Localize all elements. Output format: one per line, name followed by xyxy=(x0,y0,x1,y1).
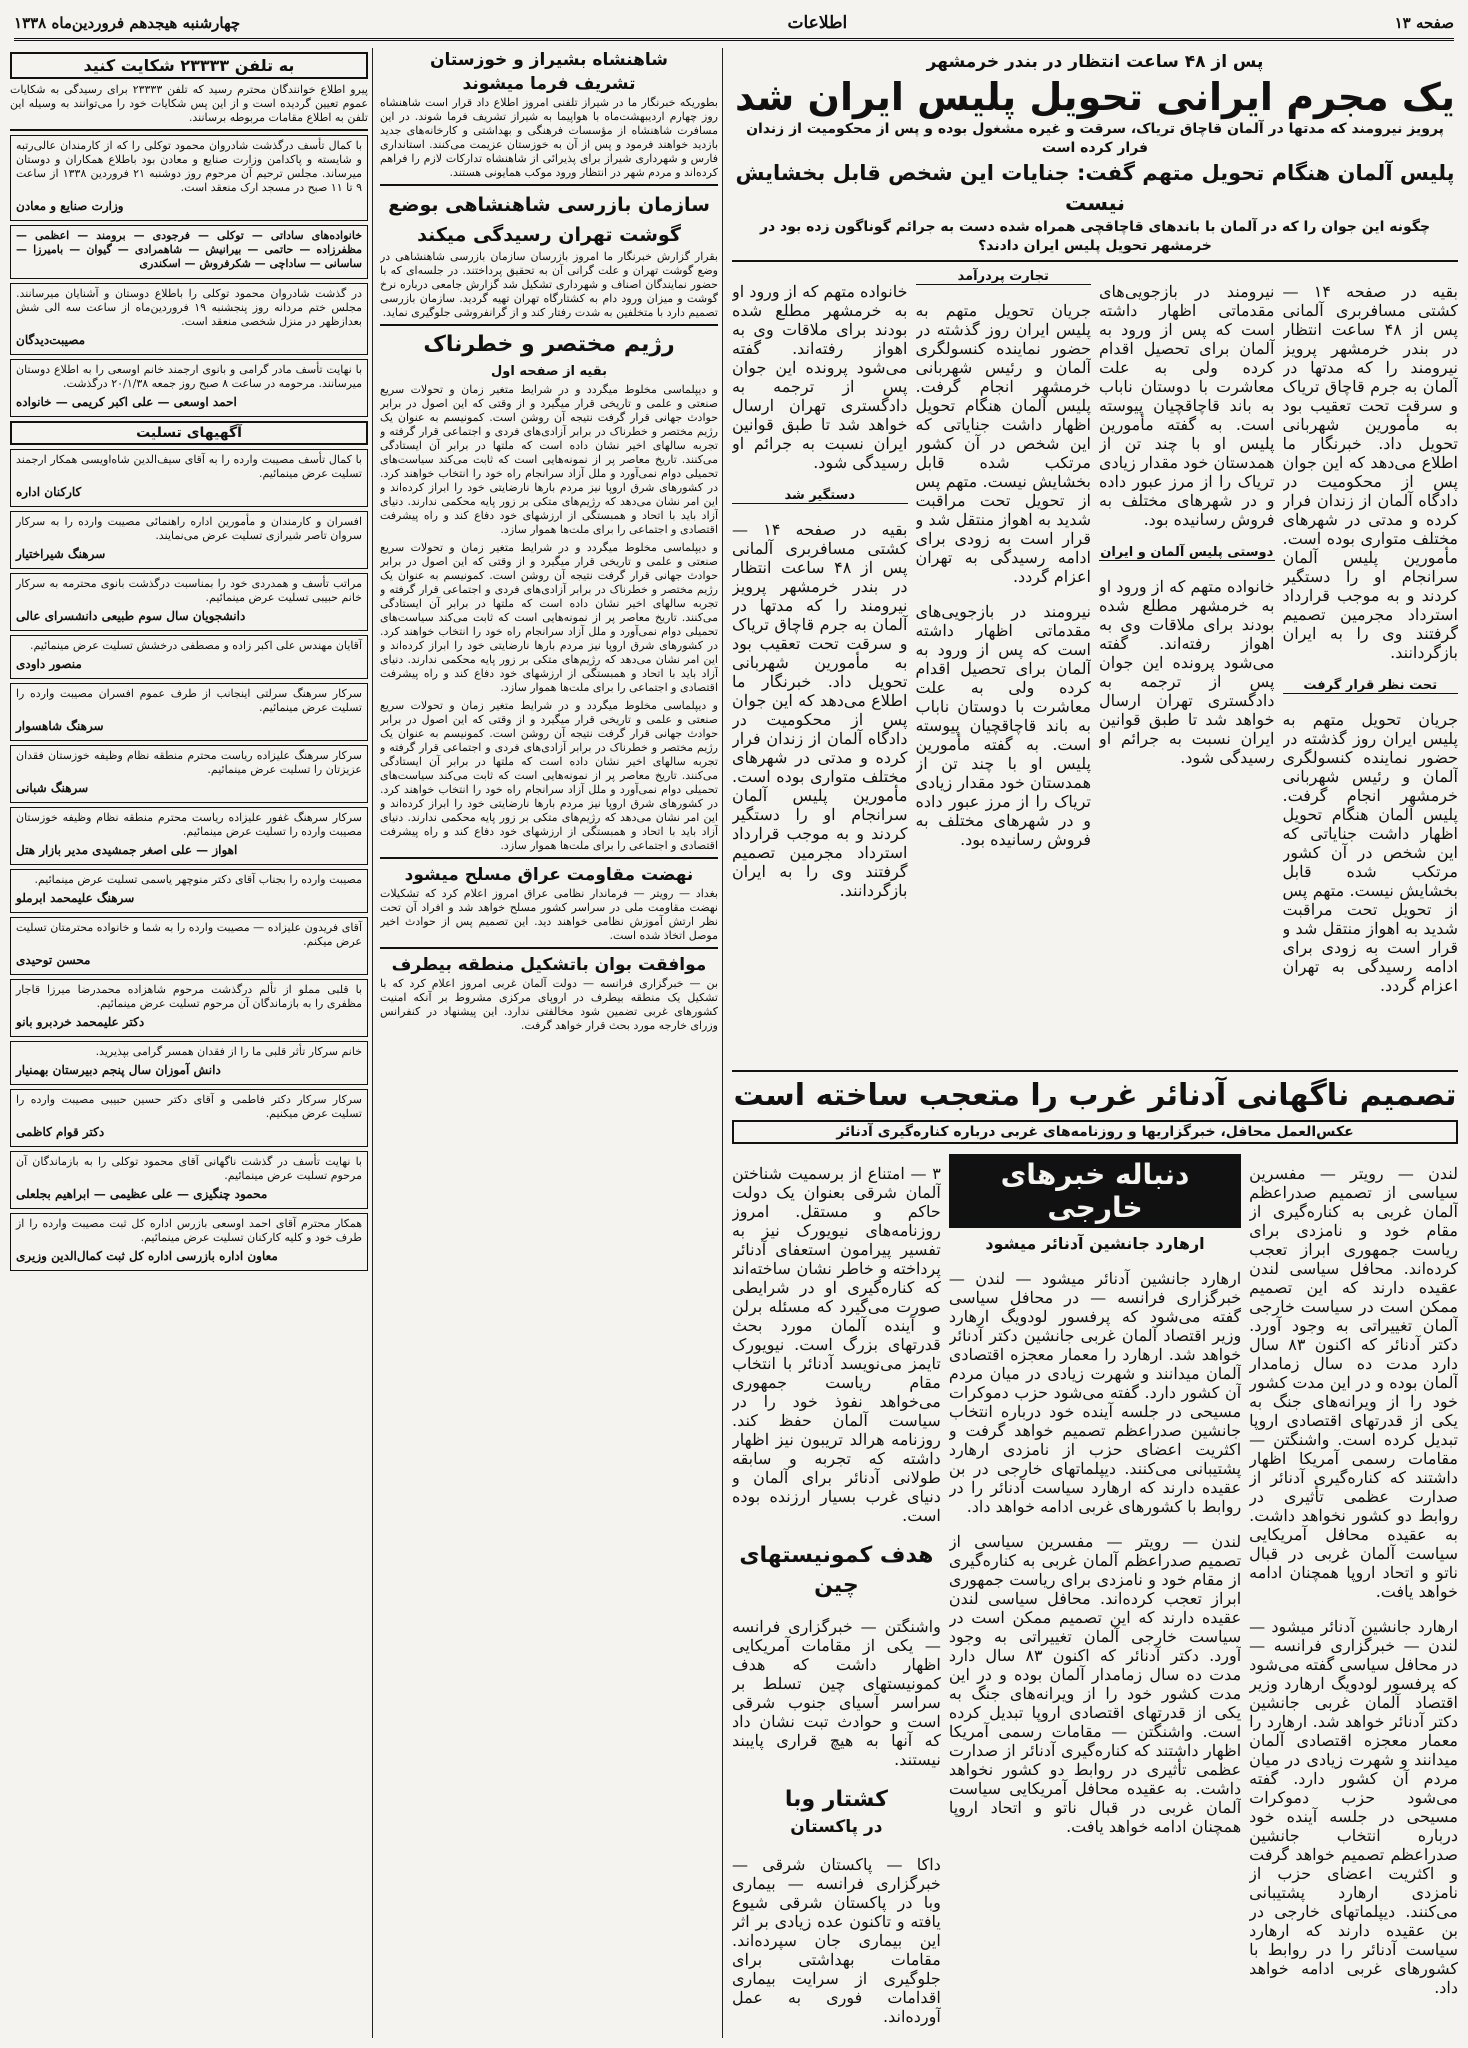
notice-text: سرکار سرکار دکتر فاطمی و آقای دکتر حسین حبیبی مصیبت وارده را تسلیت عرض میکنیم. xyxy=(16,1093,362,1120)
lead-story xyxy=(732,50,1458,1062)
china-headline-1: هدف کمونیستهای xyxy=(739,1543,934,1568)
china-headline-2: چین xyxy=(814,1573,859,1598)
erhard-text-b: لندن — رویتر — مفسرین سیاسی از تصمیم صدراعظم آلمان غربی به کناره‌گیری از مقام خود و نامزدی برای ریاست جمهوری ابراز تعجب کرده‌اند. محافل سیاسی لندن عقیده دارند که این تصمیم ممکن است در سیاست خارجی آلمان تغییراتی به وجود آورد. دکتر آدنائر که اکنون ۸۳ سال دارد مدت ده سال زمامدار آلمان بوده و در این مدت کشور خود را از ویرانه‌های جنگ به یکی از قدرتهای اقتصادی اروپا تبدیل کرده است. واشنگتن — مقامات رسمی آمریکا اظهار داشتند که کناره‌گیری آدنائر از صدارت عظمی تأثیری در روابط دو کشور نخواهد داشت. به عقیده محافل آمریکایی سیاست آلمان غربی در قبال ناتو و اتحاد اروپا همچنان ادامه خواهد یافت. xyxy=(948,1532,1242,1836)
notice xyxy=(10,449,368,507)
notice xyxy=(10,635,368,679)
notice-signature: کارکنان اداره xyxy=(16,485,82,499)
adenauer-story xyxy=(732,1066,1458,2038)
lead-deck-1: پرویز نیرومند که مدتها در آلمان قاچاق تریاک، سرقت و غیره مشغول بوده و پس از محکومیت از زندان فرار کرده است xyxy=(746,121,1444,156)
foreign-news-banner: دنباله خبرهای خارجی xyxy=(949,1154,1241,1228)
cholera-headline-1: کشتار وبا xyxy=(784,1787,888,1812)
notice-text: خانم سرکار تأثر قلبی ما را از فقدان همسر گرامی بپذیرید. xyxy=(95,1045,362,1058)
notice-signature: اهواز — علی اصغر جمشیدی مدیر بازار هتل xyxy=(16,843,238,857)
newspaper-name: اطلاعات xyxy=(787,13,848,33)
masthead xyxy=(14,8,1454,41)
subhead-convicted: تجارت پردرآمد xyxy=(916,269,1092,285)
shah-text: بطوریکه خبرنگار ما در شیراز تلفنی امروز اطلاع داد قرار است شاهنشاه روز چهارم اردیبهشت‌ماه با هواپیما به شیراز تشریف فرما شوند. در این مسافرت شاهنشاه از مؤسسات فرهنگی و بهداشتی و کارخانه‌های جدید بازدید خواهند فرمود و پس از آن به خوزستان عزیمت می‌کنند. استانداری فارس و شهرداری شیراز برای پذیرائی از شاهنشاه تدارکات لازم را فراهم کرده‌اند و مردم شهر در انتظار ورود موکب همایونی هستند. xyxy=(380,96,718,179)
adenauer-deck: عکس‌العمل محافل، خبرگزاریها و روزنامه‌های غربی درباره کناره‌گیری آدنائر xyxy=(732,1120,1458,1144)
notice-text: آقایان مهندس علی اکبر زاده و مصطفی درخشش تسلیت عرض مینمائیم. xyxy=(29,639,362,652)
bonn-headline: موافقت بوان باتشکیل منطقه بیطرف xyxy=(391,955,707,975)
column-rule xyxy=(372,48,373,2038)
regime-headline: رژیم مختصر و خطرناک xyxy=(423,332,675,357)
regime-note: بقیه از صفحه اول xyxy=(491,364,607,379)
notice-signature: سرهنگ شاهسوار xyxy=(16,719,104,733)
regime-text: و دیپلماسی مخلوط میگردد و در شرایط متغیر زمان و تحولات سریع صنعتی و علمی و تاریخی قرار میگیرد و از وقتی که این اصول در برابر حوادث جهانی قرار گرفت نتیجه آن روشن است. کمونیسم به عنوان یک رژیم مختصر و خطرناک در برابر آزادی‌های فردی و اجتماعی قرار گرفته و تجربه سالهای اخیر نشان داده است که ملتها در برابر آن ایستادگی می‌کنند. تاریخ معاصر پر از نمونه‌هایی است که ثابت می‌کند سیاست‌های تحمیلی دوام نمی‌آورد و ملل آزاد سرانجام راه خود را انتخاب خواهند کرد. در کشورهای شرق اروپا نیز مردم بارها نارضایتی خود را ابراز کرده‌اند و این امر نشان می‌دهد که رژیم‌های متکی بر زور پایه محکمی ندارند. دنیای آزاد باید با اتحاد و همبستگی از ارزشهای خود دفاع کند و راه پیشرفت اقتصادی و اجتماعی را برای ملت‌ها هموار سازد. xyxy=(380,383,718,536)
shah-headline-2: تشریف فرما میشوند xyxy=(462,74,636,94)
lead-col-2-text: نیرومند در بازجویی‌های مقدماتی اظهار داشته است که پس از ورود به آلمان برای تحصیل اقدام کرده ولی به علت معاشرت با دوستان ناباب به باند قاچاقچیان پیوسته است. به گفته مأمورین پلیس او با چند تن از همدستان خود مقدار زیادی تریاک را از مرز عبور داده و در شهرهای مختلف به فروش رسانیده بود. xyxy=(1099,282,1275,529)
left-column xyxy=(10,48,368,2038)
notice-signature: سرهنگ شیراختیار xyxy=(16,547,106,561)
iraq-headline: نهضت مقاومت عراق مسلح میشود xyxy=(404,865,694,885)
lead-col-1-text: بقیه در صفحه ۱۴ — کشتی مسافربری آلمانی پس از ۴۸ ساعت انتظار در بندر خرمشهر پرویز نیرومند را که مدتها در آلمان به جرم قاچاق تریاک و سرقت تحت تعقیب بود به مأمورین شهربانی تحویل داد. خبرنگار ما اطلاع می‌دهد که این جوان پس از محکومیت در دادگاه آلمان از زندان فرار کرده و مدتی در شهرهای مختلف متواری بوده است. مأمورین پلیس آلمان سرانجام او را دستگیر کردند و به موجب قرارداد استرداد مجرمین تصمیم گرفتند وی را به ایران بازگردانند. xyxy=(1282,282,1458,662)
notice-signature: سرهنگ علیمحمد ابرملو xyxy=(16,891,135,905)
lead-headline: یک مجرم ایرانی تحویل پلیس ایران شد xyxy=(734,75,1455,119)
notice-signature: معاون اداره بازرسی اداره کل ثبت کمال‌الدین وزیری xyxy=(16,1249,278,1263)
lead-col xyxy=(1099,266,1275,1046)
erhard-text: ارهارد جانشین آدنائر میشود — لندن — خبرگزاری فرانسه — در محافل سیاسی گفته می‌شود که پرفسور لودویگ ارهارد وزیر اقتصاد آلمان غربی جانشین دکتر آدنائر خواهد شد. ارهارد را معمار معجزه اقتصادی آلمان میدانند و شهرت زیادی در میان مردم آن کشور دارد. گفته می‌شود حزب دموکرات مسیحی در جلسه آینده خود درباره انتخاب جانشین صدراعظم تصمیم خواهد گرفت و اکثریت اعضای حزب از نامزدی ارهارد پشتیبانی می‌کنند. دیپلماتهای خارجی در بن عقیده دارند که ارهارد سیاست آدنائر را در روابط با کشورهای غربی ادامه خواهد داد. xyxy=(948,1269,1242,1516)
lead-col-2-text-b: خانواده متهم که از ورود او به خرمشهر مطلع شده بودند برای ملاقات وی به اهواز رفته‌اند. گفته می‌شود پرونده این جوان پس از ترجمه به دادگستری تهران ارسال خواهد شد تا طبق قوانین ایران نسبت به جرائم او رسیدگی شود. xyxy=(1099,577,1275,767)
column-rule xyxy=(722,48,723,2038)
lead-col-1-text-b: جریان تحویل متهم به پلیس ایران روز گذشته در حضور نماینده کنسولگری آلمان و رئیس شهربانی خرمشهر انجام گرفت. پلیس آلمان هنگام تحویل اظهار داشت جنایاتی که این شخص در آن کشور مرتکب شده قابل بخشایش نیست. متهم پس از تحویل تحت مراقبت شدید به اهواز منتقل شد و قرار است به زودی برای ادامه رسیدگی به تهران اعزام گردد. xyxy=(1282,710,1458,995)
notice-text: سرکار سرهنگ سرلتی اینجانب از طرف عموم افسران مصیبت وارده را تسلیت عرض مینمائیم. xyxy=(16,687,362,714)
notice xyxy=(10,1089,368,1147)
cholera-text: داکا — پاکستان شرقی — خبرگزاری فرانسه — بیماری وبا در پاکستان شرقی شیوع یافته و تاکنون عده زیادی بر اثر این بیماری جان سپرده‌اند. مقامات بهداشتی برای جلوگیری از سرایت بیماری اقدامات فوری به عمل آورده‌اند. xyxy=(732,1855,941,2026)
lead-body-columns xyxy=(732,266,1458,1046)
notice-signature: دکتر علیمحمد خردبرو بانو xyxy=(16,1015,145,1029)
cholera-headline-2: در پاکستان xyxy=(790,1817,883,1837)
lead-kicker: پس از ۴۸ ساعت انتظار در بندر خرمشهر xyxy=(926,52,1264,72)
lead-col xyxy=(732,266,908,1046)
lead-col-3-text: جریان تحویل متهم به پلیس ایران روز گذشته در حضور نماینده کنسولگری آلمان و رئیس شهربانی خرمشهر انجام گرفت. پلیس آلمان هنگام تحویل اظهار داشت جنایاتی که این شخص در آن کشور مرتکب شده قابل بخشایش نیست. متهم پس از تحویل تحت مراقبت شدید به اهواز منتقل شد و قرار است به زودی برای ادامه رسیدگی به تهران اعزام گردد. xyxy=(915,301,1091,586)
notice-signature: محسن توحیدی xyxy=(16,953,91,967)
notice-text: افسران و کارمندان و مأمورین اداره راهنمائی مصیبت وارده را به سرکار سروان تاصر شیرازی تسلیت عرض می‌نمایند. xyxy=(16,515,362,542)
lead-col xyxy=(916,266,1092,1046)
notice xyxy=(10,573,368,631)
adenauer-col xyxy=(1249,1148,1458,2028)
notice xyxy=(10,1041,368,1085)
lead-col-4-text: خانواده متهم که از ورود او به خرمشهر مطلع شده بودند برای ملاقات وی به اهواز رفته‌اند. گفته می‌شود پرونده این جوان پس از ترجمه به دادگستری تهران ارسال خواهد شد تا طبق قوانین ایران نسبت به جرائم او رسیدگی شود. xyxy=(732,282,908,472)
middle-column xyxy=(380,48,718,2038)
notice xyxy=(10,135,368,221)
divider xyxy=(380,184,718,186)
meat-headline-2: گوشت تهران رسیدگی میکند xyxy=(417,224,681,246)
regime-text-c: و دیپلماسی مخلوط میگردد و در شرایط متغیر زمان و تحولات سریع صنعتی و علمی و تاریخی قرار میگیرد و از وقتی که این اصول در برابر حوادث جهانی قرار گرفت نتیجه آن روشن است. کمونیسم به عنوان یک رژیم مختصر و خطرناک در برابر آزادی‌های فردی و اجتماعی قرار گرفته و تجربه سالهای اخیر نشان داده است که ملتها در برابر آن ایستادگی می‌کنند. تاریخ معاصر پر از نمونه‌هایی است که ثابت می‌کند سیاست‌های تحمیلی دوام نمی‌آورد و ملل آزاد سرانجام راه خود را انتخاب خواهند کرد. در کشورهای شرق اروپا نیز مردم بارها نارضایتی خود را ابراز کرده‌اند و این امر نشان می‌دهد که رژیم‌های متکی بر زور پایه محکمی ندارند. دنیای آزاد باید با اتحاد و همبستگی از ارزشهای خود دفاع کند و راه پیشرفت اقتصادی و اجتماعی را برای ملت‌ها هموار سازد. xyxy=(380,699,718,852)
condolence-section-title: آگهیهای تسلیت xyxy=(10,421,368,445)
subhead-prison: دستگیر شد xyxy=(732,488,908,504)
notice-signature: محمود چنگیزی — علی عظیمی — ابراهیم بجلعلی xyxy=(16,1187,268,1201)
notice-text: همکار محترم آقای احمد اوسعی بازرس اداره کل ثبت مصیبت وارده را از طرف خود و کلیه کارکنان تسلیت عرض مینمائیم. xyxy=(16,1217,362,1244)
notice xyxy=(10,807,368,865)
notice-signature: منصور داودی xyxy=(16,657,82,671)
notice xyxy=(10,1213,368,1271)
adenauer-col xyxy=(732,1148,941,2028)
notice-text: در گذشت شادروان محمود توکلی را باطلاع دوستان و آشنایان میرسانند. مجلس ختم مردانه روز پنجشنبه ۱۹ فروردین‌ماه از ساعت سه الی شش بعدازظهر در منزل شخصی منعقد است. xyxy=(16,287,362,328)
meat-headline-1: سازمان بازرسی شاهنشاهی بوضع xyxy=(388,194,710,216)
notice-text: با قلبی مملو از تألم درگذشت مرحوم شاهزاده محمدرضا میرزا قاجار مظفری را به بازماندگان آن مرحوم تسلیت عرض مینمائیم. xyxy=(16,983,362,1010)
lead-col xyxy=(1283,266,1459,1046)
notice xyxy=(10,979,368,1037)
lead-deck-3: چگونه این جوان را که در آلمان با باندهای قاچاقچی همراه شده دست به جرائم گوناگون زده بود در خرمشهر تحویل پلیس ایران دادند؟ xyxy=(759,219,1431,254)
notice-text: با نهایت تأسف در گذشت ناگهانی آقای محمود توکلی را به بازماندگان آن مرحوم تسلیت عرض مینمائیم. xyxy=(16,1155,362,1182)
notice xyxy=(10,869,368,913)
divider xyxy=(732,260,1458,262)
notice xyxy=(10,283,368,355)
adenauer-col-1-text: لندن — رویتر — مفسرین سیاسی از تصمیم صدراعظم آلمان غربی به کناره‌گیری از مقام خود و نامزدی برای ریاست جمهوری ابراز تعجب کرده‌اند. محافل سیاسی لندن عقیده دارند که این تصمیم ممکن است در سیاست خارجی آلمان تغییراتی به وجود آورد. دکتر آدنائر که اکنون ۸۳ سال دارد مدت ده سال زمامدار آلمان بوده و در این مدت کشور خود را از ویرانه‌های جنگ به یکی از قدرتهای اقتصادی اروپا تبدیل کرده است. واشنگتن — مقامات رسمی آمریکا اظهار داشتند که کناره‌گیری آدنائر از صدارت عظمی تأثیری در روابط دو کشور نخواهد داشت. به عقیده محافل آمریکایی سیاست آلمان غربی در قبال ناتو و اتحاد اروپا همچنان ادامه خواهد یافت. xyxy=(1249,1164,1458,1601)
notice-text: سرکار سرهنگ غفور علیزاده ریاست محترم منطقه نظام وظیفه خوزستان مصیبت وارده را تسلیت عرض مینمائیم. xyxy=(16,811,362,838)
notice xyxy=(10,1151,368,1209)
phone-complaint-title: به تلفن ۲۳۳۳۳ شکایت کنید xyxy=(10,52,368,79)
notice xyxy=(10,745,368,803)
notice-signature: وزارت صنایع و معادن xyxy=(16,199,124,213)
meat-text: بقرار گزارش خبرنگار ما امروز بازرسان سازمان بازرسی شاهنشاهی در وضع گوشت تهران و علت گرانی آن به تحقیق پرداختند. در جلسه‌ای که با حضور نمایندگان اصناف و شهرداری تشکیل شد گزارش جامعی درباره نرخ گوشت و میزان ورود دام به کشتارگاه تهران تهیه گردید. سازمان بازرسی تصمیم دارد با متخلفین به شدت رفتار کند و از گرانفروشی جلوگیری نماید. xyxy=(380,250,718,319)
divider xyxy=(732,1070,1458,1072)
notice-signature: دکتر قوام کاظمی xyxy=(16,1125,105,1139)
notice-signature: احمد اوسعی — علی اکبر کریمی — خانواده xyxy=(16,395,237,409)
notice-signature: مصیبت‌دیدگان xyxy=(16,333,86,347)
lead-deck-2: پلیس آلمان هنگام تحویل متهم گفت: جنایات این شخص قابل بخشایش نیست xyxy=(735,161,1455,215)
divider xyxy=(380,947,718,949)
notice-signature: دانش آموزان سال پنجم دبیرستان بهمنیار xyxy=(16,1063,221,1077)
divider xyxy=(10,129,368,131)
lead-col-3-text-b: نیرومند در بازجویی‌های مقدماتی اظهار داشته است که پس از ورود به آلمان برای تحصیل اقدام کرده ولی به علت معاشرت با دوستان ناباب به باند قاچاقچیان پیوسته است. به گفته مأمورین پلیس او با چند تن از همدستان خود مقدار زیادی تریاک را از مرز عبور داده و در شهرهای مختلف به فروش رسانیده بود. xyxy=(915,602,1091,849)
china-text: واشنگتن — خبرگزاری فرانسه — یکی از مقامات آمریکایی اظهار داشت که هدف کمونیستهای چین تسلط بر سراسر آسیای جنوب شرقی است و حوادث تبت نشان داد که آنها به هیچ قراری پایبند نیستند. xyxy=(732,1617,941,1769)
notice-signature: سرهنگ شبانی xyxy=(16,781,89,795)
erhard-headline: ارهارد جانشین آدنائر میشود xyxy=(985,1234,1205,1253)
bonn-text: بن — خبرگزاری فرانسه — دولت آلمان غربی امروز اعلام کرد که با تشکیل یک منطقه بیطرف در اروپای مرکزی مشروط بر آنکه امنیت کشورهای غربی تضمین شود مخالفتی ندارد. این پیشنهاد در کنفرانس وزرای خارجه مورد بحث قرار خواهد گرفت. xyxy=(380,977,718,1032)
adenauer-col xyxy=(949,1148,1241,2028)
notice-signature: دانشجویان سال سوم طبیعی دانشسرای عالی xyxy=(16,609,246,623)
shah-headline-1: شاهنشاه بشیراز و خوزستان xyxy=(430,50,668,70)
notice-text: با نهایت تأسف مادر گرامی و بانوی ارجمند خانم اوسعی را به اطلاع دوستان میرسانند. مرحومه در ساعت ۸ صبح روز جمعه ۲۰/۱/۳۸ درگذشت. xyxy=(16,363,362,390)
notice-text: با کمال تأسف مصیبت وارده را به آقای سیف‌الدین شاه‌اویسی همکار ارجمند تسلیت عرض مینمائیم. xyxy=(16,453,362,480)
lead-col-4-text-b: بقیه در صفحه ۱۴ — کشتی مسافربری آلمانی پس از ۴۸ ساعت انتظار در بندر خرمشهر پرویز نیرومند را که مدتها در آلمان به جرم قاچاق تریاک و سرقت تحت تعقیب بود به مأمورین شهربانی تحویل داد. خبرنگار ما اطلاع می‌دهد که این جوان پس از محکومیت در دادگاه آلمان از زندان فرار کرده و مدتی در شهرهای مختلف متواری بوده است. مأمورین پلیس آلمان سرانجام او را دستگیر کردند و به موجب قرارداد استرداد مجرمین تصمیم گرفتند وی را به ایران بازگردانند. xyxy=(732,520,908,900)
notice xyxy=(10,917,368,975)
notice xyxy=(10,511,368,569)
phone-complaint-text: پیرو اطلاع خوانندگان محترم رسید که تلفن ۲۳۳۳۳ برای رسیدگی به شکایات عموم تعیین گردیده است و از این پس شکایات خود را می‌توانند به وسیله این تلفن به اطلاع مقامات مربوطه برسانند. xyxy=(10,83,368,124)
subhead-escape: تحت نظر قرار گرفت xyxy=(1283,678,1459,694)
iraq-text: بغداد — رویتر — فرماندار نظامی عراق امروز اعلام کرد که تشکیلات نهضت مقاومت ملی در سراسر کشور مسلح خواهد شد و افراد آن تحت نظر ارتش آموزش نظامی خواهند دید. این تصمیم پس از حوادث اخیر موصل اتخاذ شده است. xyxy=(380,887,718,942)
regime-text-b: و دیپلماسی مخلوط میگردد و در شرایط متغیر زمان و تحولات سریع صنعتی و علمی و تاریخی قرار میگیرد و از وقتی که این اصول در برابر حوادث جهانی قرار گرفت نتیجه آن روشن است. کمونیسم به عنوان یک رژیم مختصر و خطرناک در برابر آزادی‌های فردی و اجتماعی قرار گرفته و تجربه سالهای اخیر نشان داده است که ملتها در برابر آن ایستادگی می‌کنند. تاریخ معاصر پر از نمونه‌هایی است که ثابت می‌کند سیاست‌های تحمیلی دوام نمی‌آورد و ملل آزاد سرانجام راه خود را انتخاب خواهند کرد. در کشورهای شرق اروپا نیز مردم بارها نارضایتی خود را ابراز کرده‌اند و این امر نشان می‌دهد که رژیم‌های متکی بر زور پایه محکمی ندارند. دنیای آزاد باید با اتحاد و همبستگی از ارزشهای خود دفاع کند و راه پیشرفت اقتصادی و اجتماعی را برای ملت‌ها هموار سازد. xyxy=(380,541,718,694)
adenauer-columns xyxy=(732,1148,1458,2028)
adenauer-headline: تصمیم ناگهانی آدنائر غرب را متعجب ساخته است xyxy=(733,1078,1457,1113)
adenauer-col-3-text: ۳ — امتناع از برسمیت شناختن آلمان شرقی بعنوان یک دولت حاکم و مستقل. امروز روزنامه‌های نیویورک نیز به تفسیر پیرامون استعفای آدنائر پرداخته و خاطر نشان ساخته‌اند که کناره‌گیری او در شرایطی صورت می‌گیرد که مسئله برلن و آینده آلمان مورد بحث قدرتهای بزرگ است. نیویورک تایمز می‌نویسد آدنائر با انتخاب مقام ریاست جمهوری می‌خواهد نفوذ خود را در سیاست آلمان حفظ کند. روزنامه هرالد تریبون نیز اظهار داشته که تجربه و سابقه طولانی آدنائر برای آلمان و دنیای غرب بسیار ارزنده بوده است. xyxy=(732,1164,941,1525)
notice-text: با کمال تأسف درگذشت شادروان محمود توکلی را که از کارمندان عالی‌رتبه و شایسته و پاکدامن وزارت صنایع و معادن بود باطلاع همکاران و دوستان میرساند. مجلس ترحیم آن مرحوم روز دوشنبه ۲۱ فروردین ۱۳۳۸ از ساعت ۹ تا ۱۱ صبح در مسجد ارک منعقد است. xyxy=(16,139,363,194)
notice-text: مراتب تأسف و همدردی خود را بمناسبت درگذشت بانوی محترمه به سرکار خانم حبیبی تسلیت عرض مینمائیم. xyxy=(16,577,362,604)
divider xyxy=(380,857,718,859)
notice xyxy=(10,683,368,741)
issue-date: چهارشنبه هیجدهم فروردین‌ماه ۱۳۳۸ xyxy=(14,14,241,32)
adenauer-col-1-text-b: ارهارد جانشین آدنائر میشود — لندن — خبرگزاری فرانسه — در محافل سیاسی گفته می‌شود که پرفسور لودویگ ارهارد وزیر اقتصاد آلمان غربی جانشین دکتر آدنائر خواهد شد. ارهارد را معمار معجزه اقتصادی آلمان میدانند و شهرت زیادی در میان مردم آن کشور دارد. گفته می‌شود حزب دموکرات مسیحی در جلسه آینده خود درباره انتخاب جانشین صدراعظم تصمیم خواهد گرفت و اکثریت اعضای حزب از نامزدی ارهارد پشتیبانی می‌کنند. دیپلماتهای خارجی در بن عقیده دارند که ارهارد سیاست آدنائر را در روابط با کشورهای غربی ادامه خواهد داد. xyxy=(1249,1617,1458,1997)
notice xyxy=(10,359,368,417)
notice-text: سرکار سرهنگ علیزاده ریاست محترم منطقه نظام وظیفه خوزستان فقدان عزیزتان را تسلیت عرض مینمائیم. xyxy=(16,749,362,776)
subhead-friendship: دوستی پلیس آلمان و ایران xyxy=(1100,545,1274,560)
divider xyxy=(380,324,718,326)
notice-text: مصیبت وارده را بجناب آقای دکتر منوچهر یاسمی تسلیت عرض مینمائیم. xyxy=(34,873,362,886)
notice-text: خانواده‌های ساداتی — توکلی — فرجودی — برومند — اعظمی — مظفرزاده — حاتمی — بیرانیش — شاهمرادی — گیوان — بامیرزا — ساسانی — ساداچی — شکرفروش — اسکندری xyxy=(16,229,362,270)
page-number: صفحه ۱۳ xyxy=(1394,14,1454,32)
notice-text: آقای فریدون علیزاده — مصیبت وارده را به شما و خانواده محترمتان تسلیت عرض میکنم. xyxy=(16,921,362,948)
notice xyxy=(10,225,368,279)
